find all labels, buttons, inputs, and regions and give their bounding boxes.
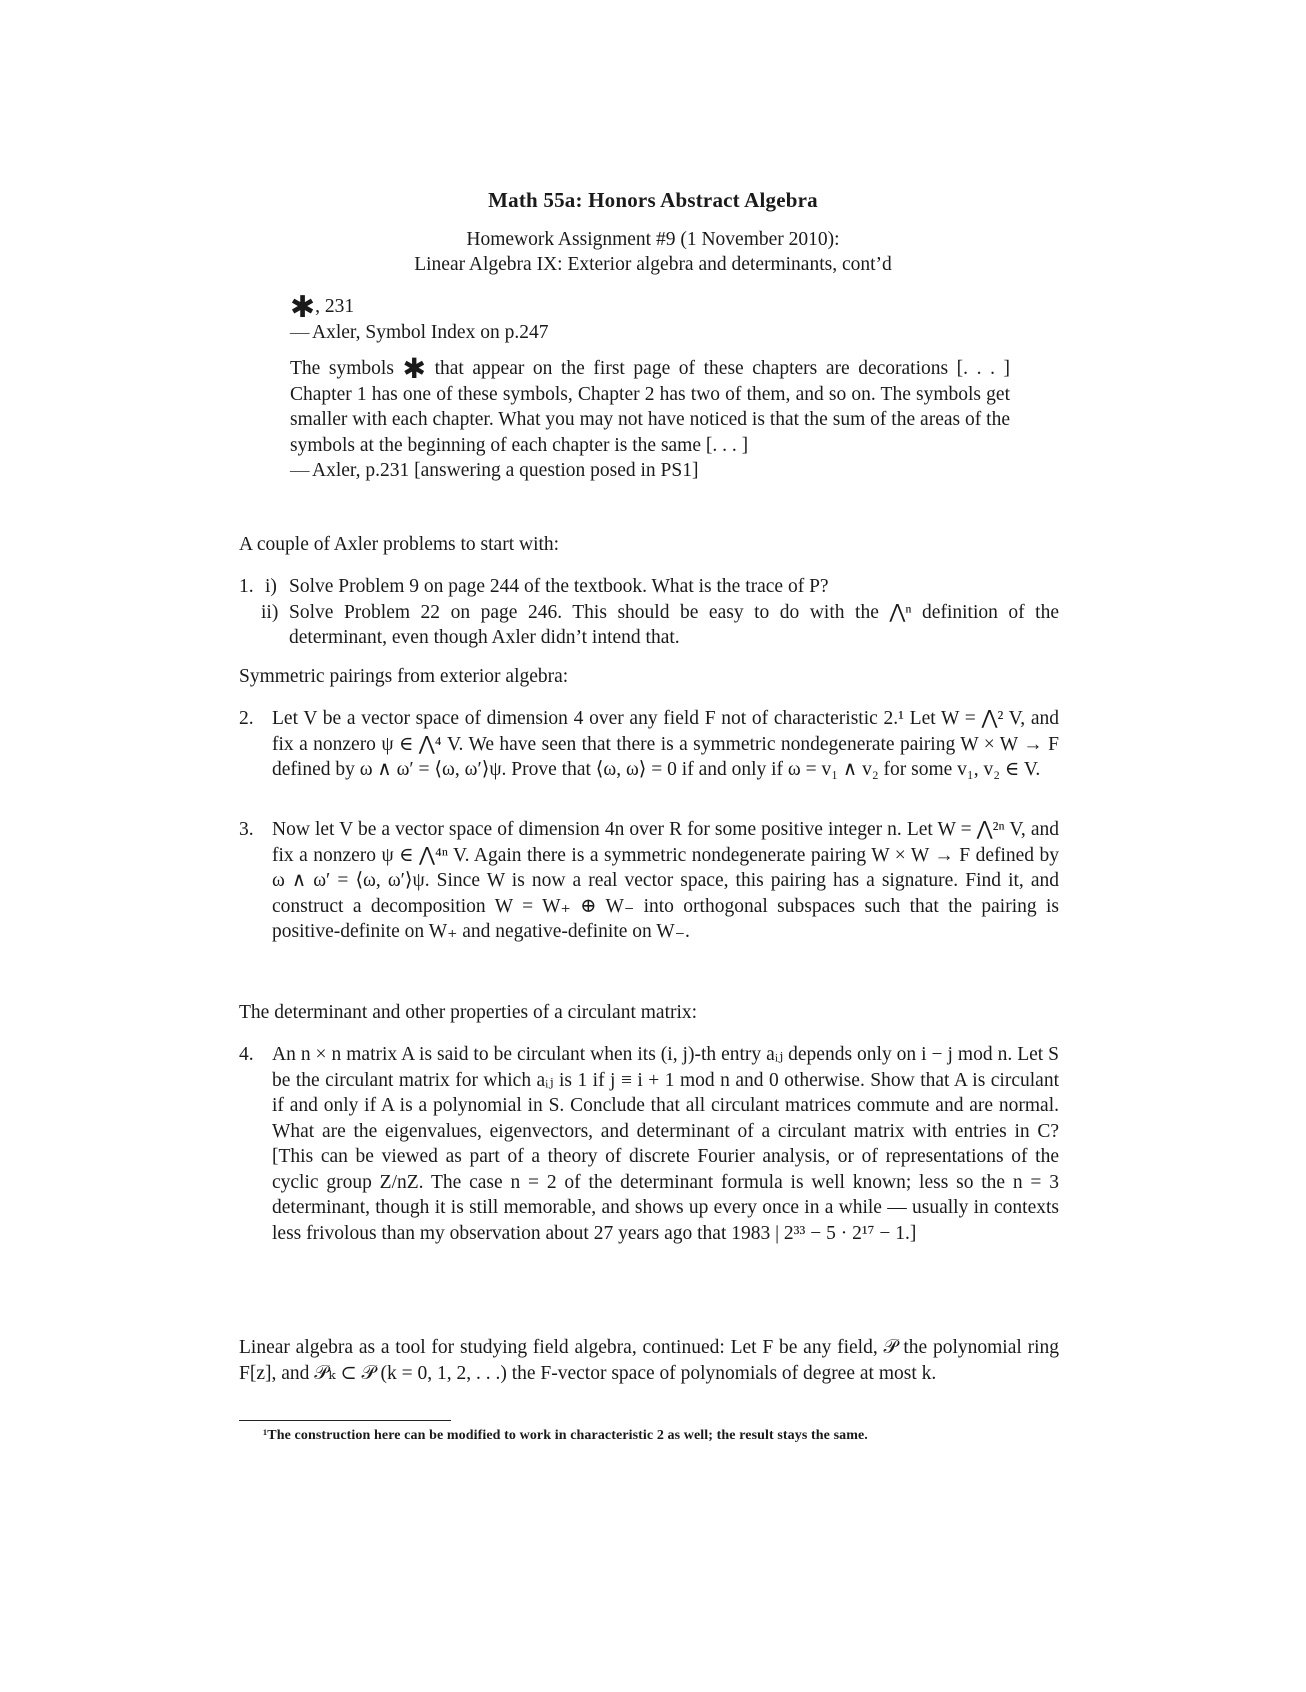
problem-1-part-ii-label: ii) xyxy=(261,601,279,623)
problem-1-part-i-text: Solve Problem 9 on page 244 of the textbook. What is the trace of P? xyxy=(289,576,829,597)
problem-3-text: Now let V be a vector space of dimension 4n over R for some positive integer n. Let W = ⋀²ⁿ V, and fix a nonzero ψ ∈ ⋀⁴ⁿ V. Again there is a symmetric nondegenerate pairing W × W → F defined by ω ∧ ω′ = ⟨ω, ω′⟩ψ. Since W is now a real vector space, this pairing has a signature. Find it, and construct a decomposition W = W₊ ⊕ W₋ into orthogonal subspaces such that the pairing is positive-definite on W₊ and negative-definite on W₋. xyxy=(272,819,1059,942)
epigraph-1-attribution: — Axler, Symbol Index on p.247 xyxy=(290,320,1010,346)
problem-3 xyxy=(239,817,1059,945)
section-heading-field-algebra: Linear algebra as a tool for studying field algebra, continued: Let F be any field, 𝒫 the polynomial ring F[z], and 𝒫ₖ ⊂ 𝒫 (k = 0, 1, 2, . . .) the F-vector space of polynomials of degree at most k. xyxy=(239,1337,1059,1384)
document-title: Math 55a: Honors Abstract Algebra xyxy=(488,188,818,212)
asterisk-symbol-icon: ✱ xyxy=(402,354,426,385)
problem-1-number: 1. xyxy=(239,576,254,597)
epigraph-2-text-rest: that appear on the first page of these chapters are decorations [. . . ] Chapter 1 has one of these symbols, Chapter 2 has two of them, and so on. The symbols get smaller with each chapter. What you may not have noticed is that the sum of the areas of the symbols at the beginning of each chapter is the same [. . . ] xyxy=(290,358,1011,456)
problem-4-number: 4. xyxy=(239,1044,254,1065)
epigraph-1 xyxy=(290,291,1010,345)
epigraph-2-attribution: — Axler, p.231 [answering a question posed in PS1] xyxy=(290,458,1010,484)
problem-1-part-ii-text: Solve Problem 22 on page 246. This should be easy to do with the ⋀ⁿ definition of the determinant, even though Axler didn’t intend that. xyxy=(289,601,1059,648)
problem-4-text: An n × n matrix A is said to be circulant when its (i, j)-th entry aᵢⱼ depends only on i − j mod n. Let S be the circulant matrix for which aᵢⱼ is 1 if j ≡ i + 1 mod n and 0 otherwise. Show that A is circulant if and only if A is a polynomial in S. Conclude that all circulant matrices commute and are normal. What are the eigenvalues, eigenvectors, and determinant of a circulant matrix with entries in C? [This can be viewed as part of a theory of discrete Fourier analysis, or of representations of the cyclic group Z/nZ. The case n = 2 of the determinant formula is well known; less so the n = 3 determinant, though it is still memorable, and shows up every once in a while — usually in contexts less frivolous than my observation about 27 years ago that 1983 | 2³³ − 5 · 2¹⁷ − 1.] xyxy=(272,1044,1059,1244)
section-heading-circulant: The determinant and other properties of a circulant matrix: xyxy=(239,1002,698,1023)
problem-4 xyxy=(239,1042,1059,1246)
topic-line: Linear Algebra IX: Exterior algebra and determinants, cont’d xyxy=(414,254,892,275)
problem-2-number: 2. xyxy=(239,708,254,729)
problem-2 xyxy=(239,706,1059,783)
problem-2-text: Let V be a vector space of dimension 4 over any field F not of characteristic 2.¹ Let W = ⋀² V, and fix a nonzero ψ ∈ ⋀⁴ V. We have seen that there is a symmetric nondegenerate pairing W × W → F defined by ω ∧ ω′ = ⟨ω, ω′⟩ψ. Prove that ⟨ω, ω⟩ = 0 if and only if ω = v₁ ∧ v₂ for some v₁, v₂ ∈ V. xyxy=(272,708,1059,780)
footnote-rule xyxy=(239,1420,451,1421)
section-heading-axler: A couple of Axler problems to start with: xyxy=(239,534,560,555)
problem-3-number: 3. xyxy=(239,819,254,840)
problem-1 xyxy=(239,574,1059,651)
epigraph-2-text-start: The symbols xyxy=(290,358,394,379)
problem-1-part-i-label: i) xyxy=(265,576,277,597)
asterisk-symbol-icon: ✱ xyxy=(290,291,316,324)
section-heading-symmetric-pairings: Symmetric pairings from exterior algebra: xyxy=(239,666,569,687)
assignment-line: Homework Assignment #9 (1 November 2010): xyxy=(466,229,840,250)
epigraph-1-text: , 231 xyxy=(315,296,355,317)
footnote: ¹The construction here can be modified to work in characteristic 2 as well; the result stays the same. xyxy=(263,1428,868,1443)
epigraph-2 xyxy=(290,356,1010,484)
